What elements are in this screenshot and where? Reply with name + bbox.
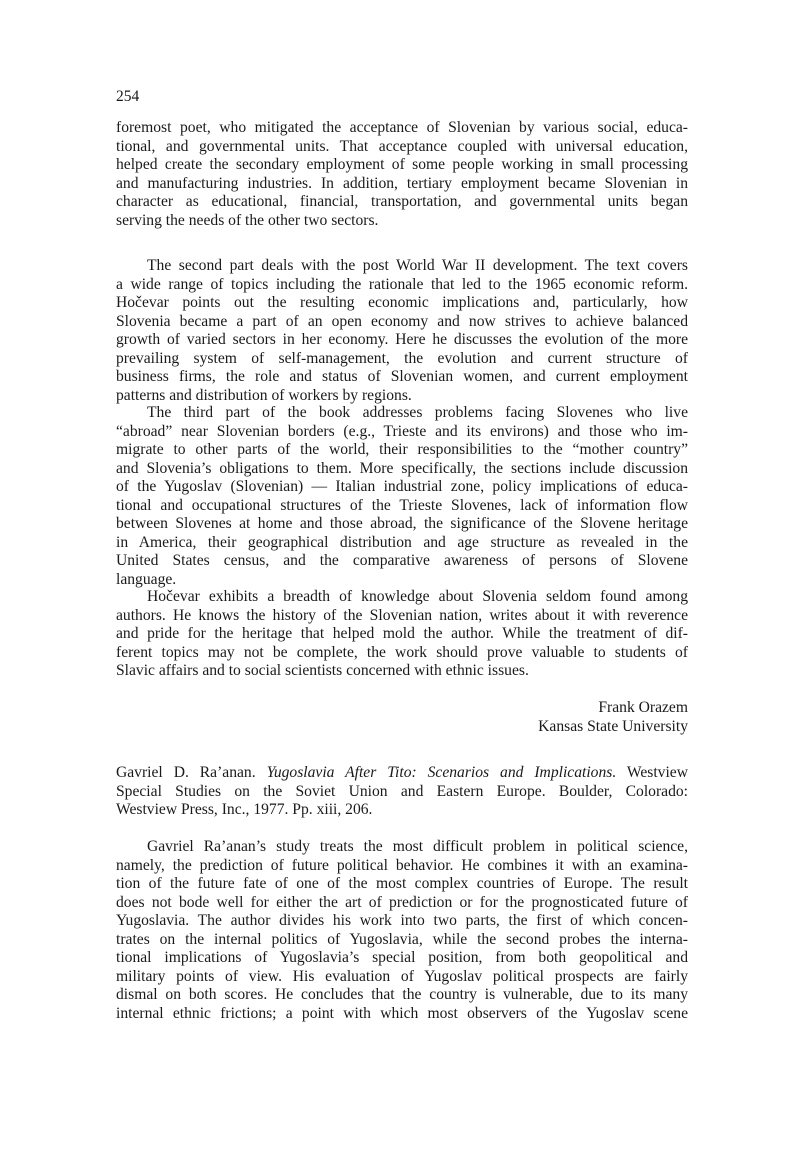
text-line: The third part of the book addresses problems facing Slovenes who live [147, 404, 688, 421]
text-line: tional and occupational structures of the Trieste Slovenes, lack of information flow [116, 496, 688, 514]
text-line: dismal on both scores. He concludes that the country is vulnerable, due to its many [116, 986, 688, 1004]
text-line: authors. He knows the history of the Slovenian nation, writes about it with reverence [116, 606, 688, 624]
text-line: “abroad” near Slovenian borders (e.g., Trieste and its environs) and those who im- [116, 422, 688, 440]
text-line: Yugoslavia. The author divides his work into two parts, the first of which concen- [116, 912, 688, 930]
reviewer-affiliation: Kansas State University [538, 717, 688, 735]
text-line: migrate to other parts of the world, their responsibilities to the “mother country” [116, 441, 688, 459]
text-line: growth of varied sectors in her economy. Here he discusses the evolution of the more [116, 331, 688, 349]
text-line: patterns and distribution of workers by regions. [116, 386, 412, 404]
citation-author: Gavriel D. Ra’anan. [116, 764, 256, 781]
citation-line-1 [116, 764, 688, 783]
citation-line-3: Westview Press, Inc., 1977. Pp. xiii, 206. [116, 801, 373, 819]
text-line: tional implications of Yugoslavia’s special position, from both geopolitical and [116, 949, 688, 967]
text-line: character as educational, financial, transportation, and governmental units began [116, 193, 688, 211]
text-line: serving the needs of the other two sectors. [116, 211, 379, 229]
review2-citation [116, 764, 688, 820]
page-number: 254 [116, 88, 140, 105]
text-line: and pride for the heritage that helped mold the author. While the treatment of dif- [116, 625, 688, 643]
reviewer-signature [538, 699, 688, 736]
text-line: business firms, the role and status of Slovenian women, and current employment [116, 368, 688, 386]
text-line: Gavriel Ra’anan’s study treats the most difficult problem in political science, [147, 838, 688, 855]
text-line: and Slovenia’s obligations to them. More specifically, the sections include discussion [116, 459, 688, 477]
text-line: tional, and governmental units. That acceptance coupled with universal education, [116, 137, 688, 155]
text-line: tion of the future fate of one of the most complex countries of Europe. The result [116, 875, 688, 893]
reviewer-name: Frank Orazem [598, 699, 688, 716]
review1-paragraph-2 [116, 257, 688, 405]
review1-paragraph-4 [116, 588, 688, 681]
text-line: in America, their geographical distribution and age structure as revealed in the [116, 533, 688, 551]
text-line: between Slovenes at home and those abroad, the significance of the Slovene heritage [116, 515, 688, 533]
citation-title: Yugoslavia After Tito: Scenarios and Implications. [266, 764, 617, 781]
text-line: foremost poet, who mitigated the acceptance of Slovenian by various social, educa- [116, 119, 688, 136]
text-line: ferent topics may not be complete, the work should prove valuable to students of [116, 643, 688, 661]
text-line: The second part deals with the post World War II development. The text covers [147, 257, 688, 274]
citation-line-2: Special Studies on the Soviet Union and Eastern Europe. Boulder, Colorado: [116, 782, 688, 800]
text-line: helped create the secondary employment of some people working in small processing [116, 156, 688, 174]
text-line: Slavic affairs and to social scientists concerned with ethnic issues. [116, 662, 529, 680]
text-line: military points of view. His evaluation of Yugoslav political prospects are fairly [116, 967, 688, 985]
text-line: namely, the prediction of future political behavior. He combines it with an examina- [116, 856, 688, 874]
citation-series-start: Westview [626, 764, 688, 781]
text-line: does not bode well for either the art of prediction or for the prognosticated future of [116, 893, 688, 911]
text-line: trates on the internal politics of Yugoslavia, while the second probes the interna- [116, 930, 688, 948]
text-line: United States census, and the comparative awareness of persons of Slovene [116, 552, 688, 570]
review1-paragraph-3 [116, 404, 688, 589]
text-line: a wide range of topics including the rationale that led to the 1965 economic reform. [116, 275, 688, 293]
review2-paragraph-1 [116, 838, 688, 1023]
text-line: of the Yugoslav (Slovenian) — Italian industrial zone, policy implications of educa- [116, 478, 688, 496]
text-line: Hočevar exhibits a breadth of knowledge about Slovenia seldom found among [147, 588, 688, 605]
text-line: Hočevar points out the resulting economic implications and, particularly, how [116, 294, 688, 312]
text-line: internal ethnic frictions; a point with which most observers of the Yugoslav scene [116, 1004, 688, 1022]
text-line: Slovenia became a part of an open economy and now strives to achieve balanced [116, 312, 688, 330]
text-line: prevailing system of self-management, the evolution and current structure of [116, 349, 688, 367]
text-line: language. [116, 570, 177, 588]
text-line: and manufacturing industries. In addition, tertiary employment became Slovenian in [116, 174, 688, 192]
review1-paragraph-1 [116, 119, 688, 230]
